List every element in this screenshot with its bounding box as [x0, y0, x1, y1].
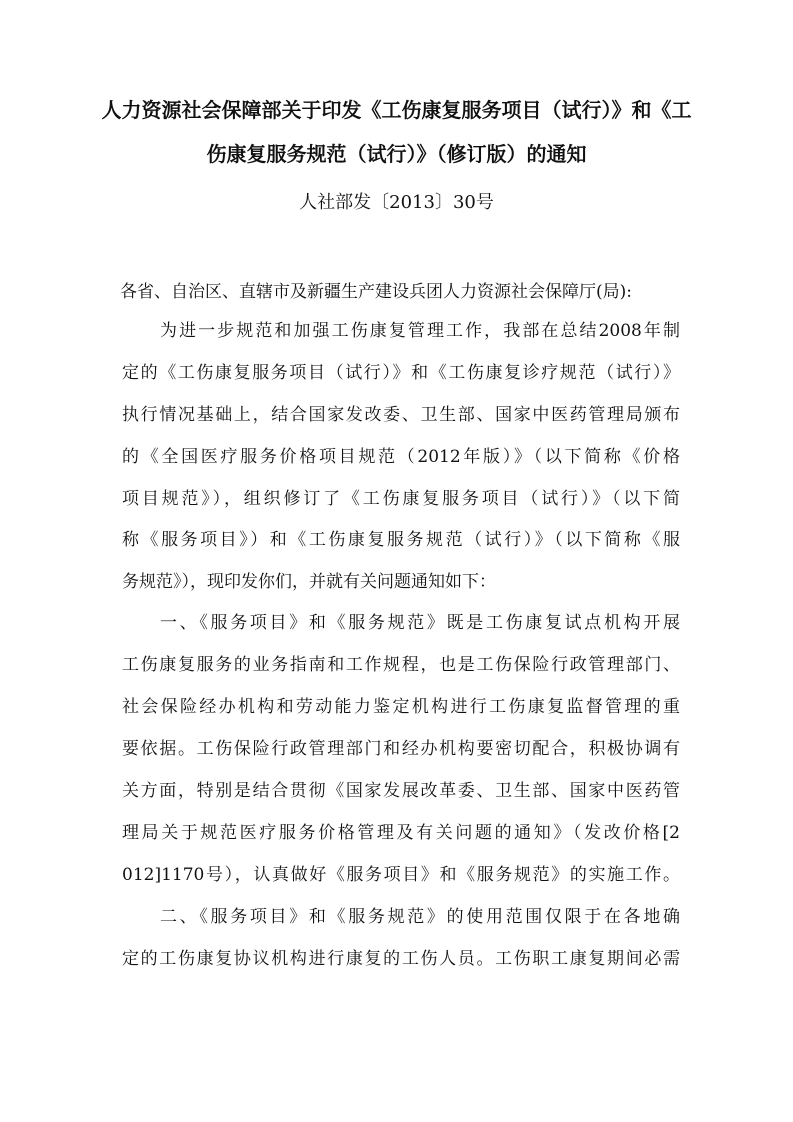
body-line-5: 项目规范》），组织修订了《工伤康复服务项目（试行）》（以下简: [122, 489, 680, 509]
body-line-15: 二、《服务项目》和《服务规范》的使用范围仅限于在各地确: [160, 907, 680, 927]
body-line-14: 012]1170号），认真做好《服务项目》和《服务规范》的实施工作。: [122, 865, 680, 885]
body-line-8: 一、《服务项目》和《服务规范》既是工伤康复试点机构开展: [160, 613, 680, 633]
body-line-7: 务规范》），现印发你们，并就有关问题通知如下：: [122, 572, 496, 592]
body-line-9: 工伤康复服务的业务指南和工作规程，也是工伤保险行政管理部门、: [122, 655, 680, 675]
salutation: 各省、自治区、直辖市及新疆生产建设兵团人力资源社会保障厅(局):: [120, 282, 632, 302]
document-title-line-2: 伤康复服务规范（试行）》（修订版）的通知: [206, 142, 587, 166]
body-line-12: 关方面，特别是结合贯彻《国家发展改革委、卫生部、国家中医药管: [122, 781, 680, 801]
body-line-6: 称《服务项目》）和《工伤康复服务规范（试行）》（以下简称《服: [122, 530, 680, 550]
body-line-16: 定的工伤康复协议机构进行康复的工伤人员。工伤职工康复期间必需: [122, 949, 680, 969]
body-line-2: 定的《工伤康复服务项目（试行）》和《工伤康复诊疗规范（试行）》: [122, 363, 680, 383]
body-line-1: 为进一步规范和加强工伤康复管理工作，我部在总结2008年制: [160, 321, 680, 341]
body-line-10: 社会保险经办机构和劳动能力鉴定机构进行工伤康复监督管理的重: [122, 697, 680, 717]
document-title-line-1: 人力资源社会保障部关于印发《工伤康复服务项目（试行）》和《工: [101, 98, 692, 122]
body-line-11: 要依据。工伤保险行政管理部门和经办机构要密切配合，积极协调有: [122, 739, 680, 759]
body-line-3: 执行情况基础上，结合国家发改委、卫生部、国家中医药管理局颁布: [122, 405, 680, 425]
body-line-13: 理局关于规范医疗服务价格管理及有关问题的通知》（发改价格[2: [122, 823, 680, 843]
body-line-4: 的《全国医疗服务价格项目规范（2012年版）》（以下简称《价格: [122, 447, 680, 467]
document-number: 人社部发〔2013〕30号: [299, 192, 494, 213]
